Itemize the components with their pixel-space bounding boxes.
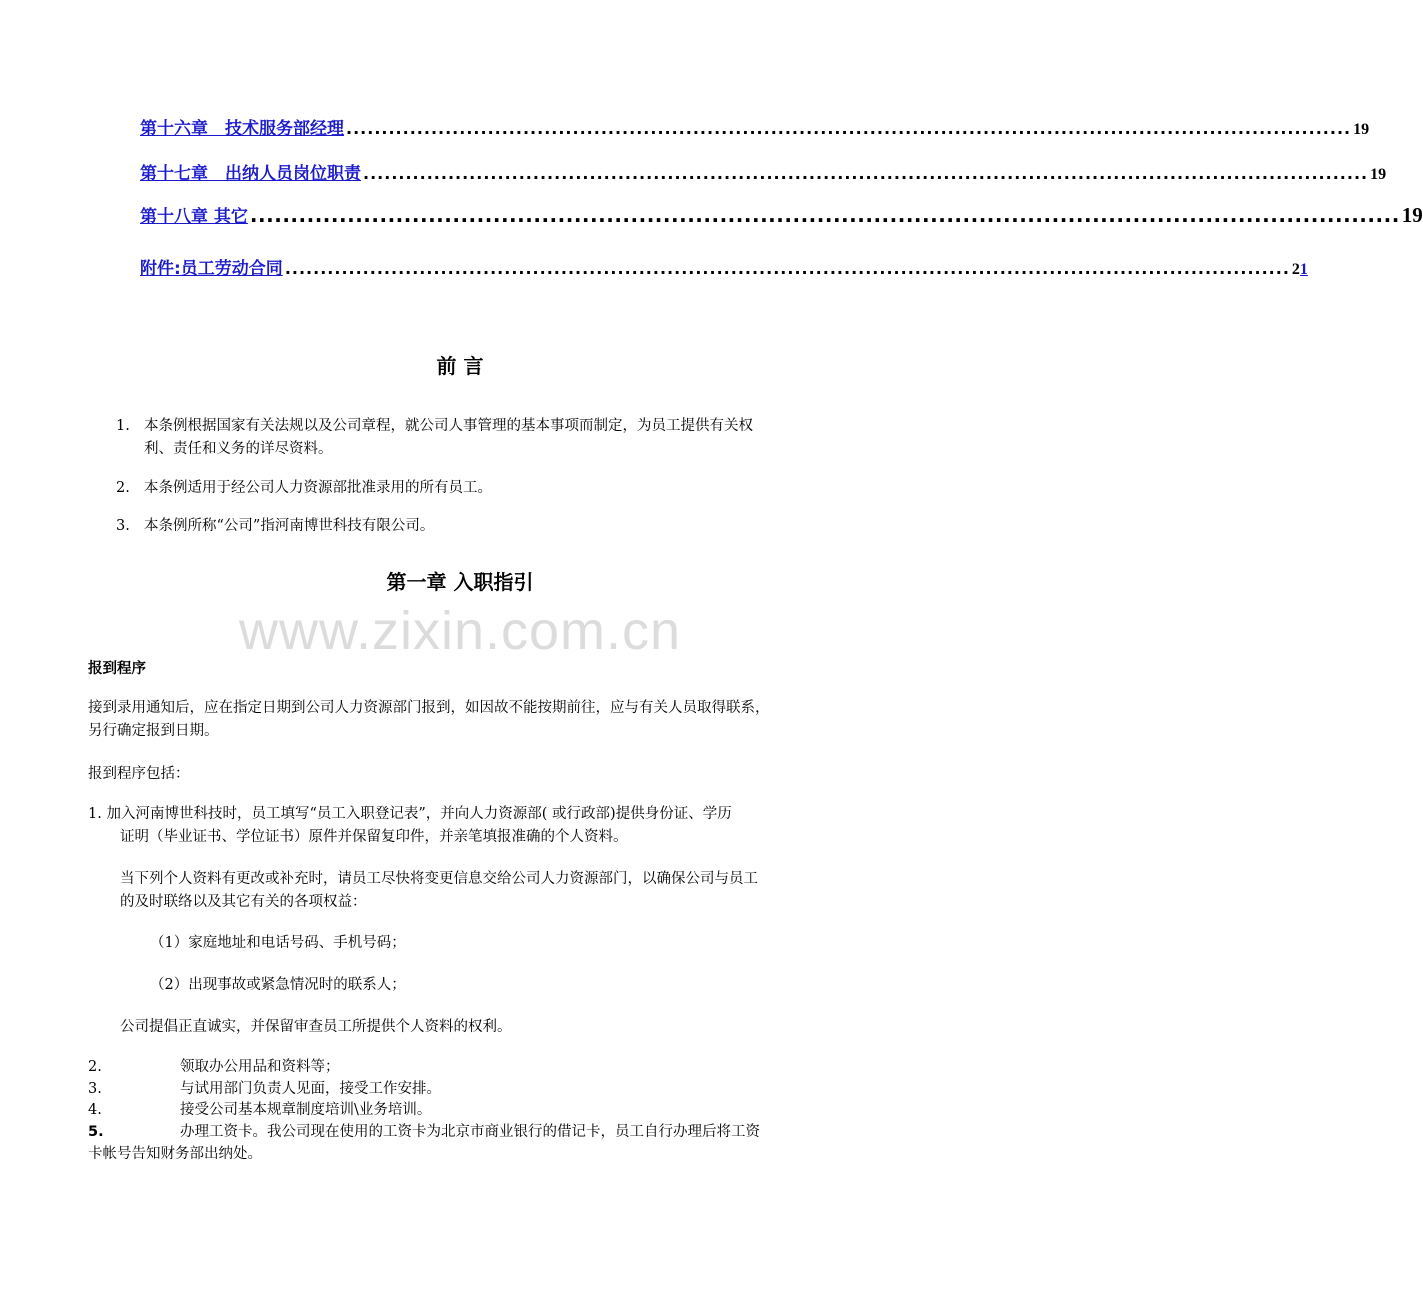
item-text: 本条例适用于经公司人力资源部批准录用的所有员工。	[144, 480, 492, 496]
paragraph-line: 接到录用通知后，应在指定日期到公司人力资源部门报到，如因故不能按期前往，应与有关人员取得联系，	[88, 700, 770, 716]
preface-item	[116, 515, 836, 538]
list-item	[88, 1078, 838, 1101]
item-number: 3.	[88, 1081, 102, 1097]
paragraph-line: 证明（毕业证书、学位证书）原件并保留复印件，并亲笔填报准确的个人资料。	[120, 829, 628, 845]
item-number: 5.	[88, 1124, 104, 1140]
toc-leader-dots: ..............................................................................................................................................	[346, 119, 1352, 138]
toc-link[interactable]: 第十六章 技术服务部经理	[140, 119, 344, 139]
preface-item	[116, 415, 836, 461]
item-text: 与试用部门负责人见面，接受工作安排。	[180, 1081, 441, 1097]
item-number: 1.	[116, 418, 130, 434]
sub-item: （2）出现事故或紧急情况时的联系人；	[150, 977, 406, 993]
toc-leader-dots: ..............................................................................................................................................	[249, 203, 1400, 227]
list-item	[88, 1121, 838, 1167]
item-text: 本条例所称“公司”指河南博世科技有限公司。	[144, 518, 435, 534]
toc-leader-dots: ..............................................................................................................................................	[363, 164, 1369, 183]
steps-label: 报到程序包括：	[88, 766, 190, 782]
preface-heading: 前 言	[436, 354, 484, 378]
toc-link[interactable]: 附件:员工劳动合同	[140, 259, 283, 279]
paragraph-line: 另行确定报到日期。	[88, 723, 219, 739]
toc-entry[interactable]	[140, 254, 1308, 279]
toc-page-number: 19	[1401, 203, 1423, 227]
change-paragraph	[120, 868, 840, 914]
item-number: 3.	[116, 518, 130, 534]
rights-paragraph: 公司提倡正直诚实，并保留审查员工所提供个人资料的权利。	[120, 1019, 512, 1035]
toc-entry[interactable]	[140, 114, 1370, 139]
item-number: 2.	[116, 480, 130, 496]
watermark: www.zixin.com.cn	[238, 601, 682, 661]
item-number: 4.	[88, 1102, 102, 1118]
intro-paragraph	[88, 697, 838, 743]
toc-link[interactable]: 第十八章 其它	[140, 207, 248, 227]
item-text: 领取办公用品和资料等；	[180, 1059, 340, 1075]
toc-page-number: 19	[1370, 166, 1387, 183]
toc-entry[interactable]	[140, 159, 1387, 184]
toc-entry[interactable]	[140, 202, 1423, 228]
item-text: 办理工资卡。我公司现在使用的工资卡为北京市商业银行的借记卡，员工自行办理后将工资	[180, 1124, 760, 1140]
chapter-heading: 第一章 入职指引	[386, 570, 534, 594]
list-item	[88, 1056, 838, 1079]
list-item	[88, 1099, 838, 1122]
item-number: 2.	[88, 1059, 102, 1075]
step-1	[88, 803, 838, 849]
sub-item: （1）家庭地址和电话号码、手机号码；	[150, 935, 406, 951]
toc-leader-dots: ..............................................................................................................................................	[284, 259, 1290, 278]
preface-item	[116, 477, 836, 500]
paragraph-line: 的及时联络以及其它有关的各项权益：	[120, 894, 367, 910]
toc-link[interactable]: 第十七章 出纳人员岗位职责	[140, 164, 361, 184]
page-number-link[interactable]: 1	[1299, 261, 1308, 278]
paragraph-line: 当下列个人资料有更改或补充时，请员工尽快将变更信息交给公司人力资源部门，以确保公司与员工	[120, 871, 758, 887]
section-title: 报到程序	[88, 661, 146, 677]
item-text: 接受公司基本规章制度培训\业务培训。	[180, 1102, 432, 1118]
toc-page-number: 21	[1291, 261, 1308, 278]
item-text-continued: 卡帐号告知财务部出纳处。	[88, 1146, 262, 1162]
item-text: 本条例根据国家有关法规以及公司章程，就公司人事管理的基本事项而制定，为员工提供有关权	[144, 418, 753, 434]
item-text-continued: 利、责任和义务的详尽资料。	[144, 441, 333, 457]
toc-page-number: 19	[1353, 121, 1370, 138]
paragraph-line: 1. 加入河南博世科技时，员工填写“员工入职登记表”，并向人力资源部( 或行政部)提供身份证、学历	[88, 806, 732, 822]
